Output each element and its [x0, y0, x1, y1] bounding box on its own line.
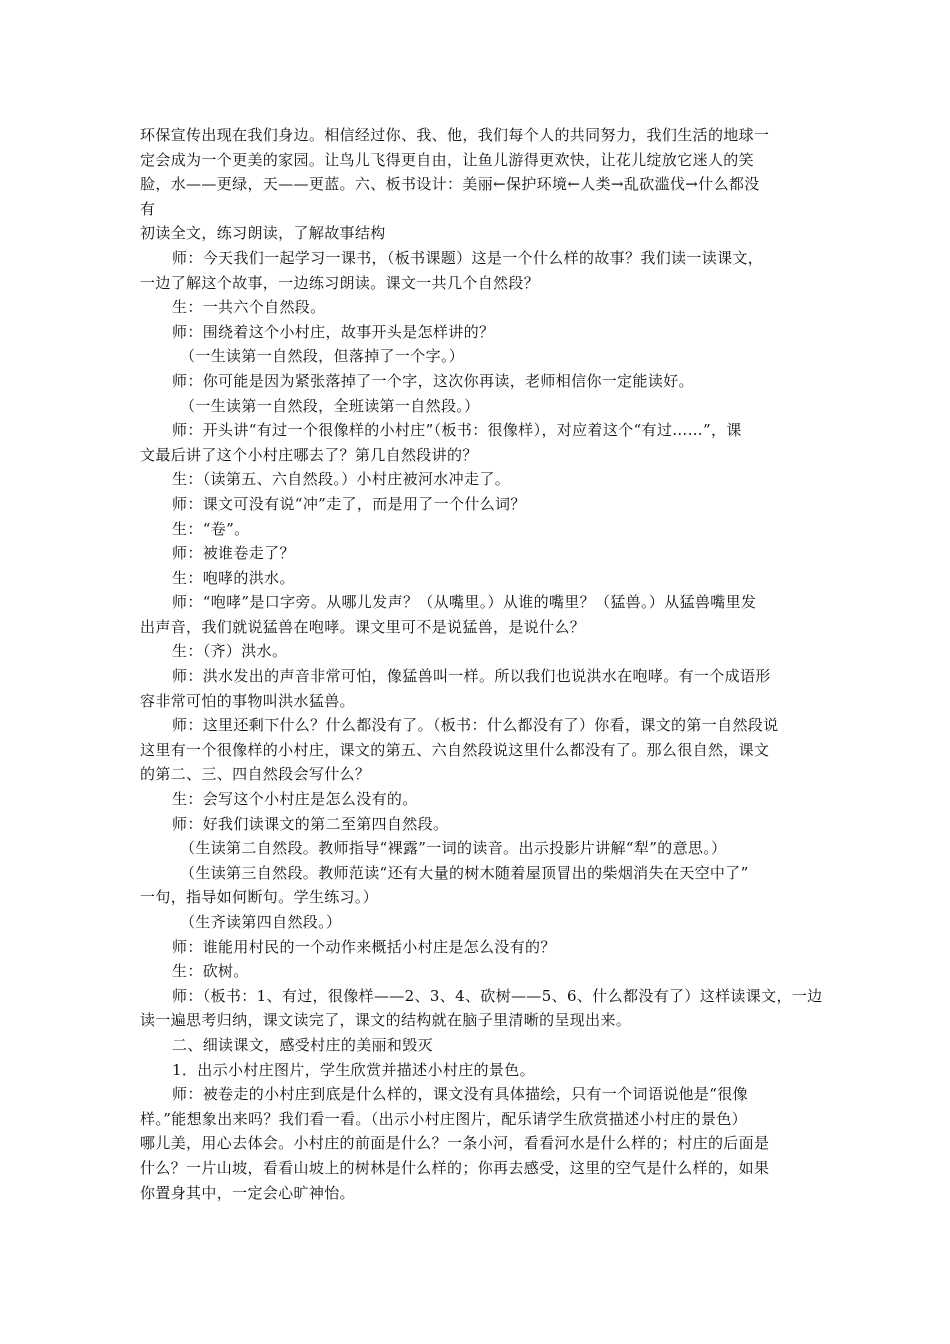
text-line: 师：你可能是因为紧张落掉了一个字，这次你再读，老师相信你一定能读好。 — [172, 371, 694, 390]
text-line: 师：围绕着这个小村庄，故事开头是怎样讲的？ — [172, 322, 495, 341]
text-line: 生：（齐）洪水。 — [172, 642, 288, 661]
text-line: 师：“咆哮”是口字旁。从哪儿发声？（从嘴里。）从谁的嘴里？（猛兽。）从猛兽嘴里发 — [172, 593, 757, 612]
text-line: 文最后讲了这个小村庄哪去了？第几自然段讲的？ — [140, 445, 478, 464]
text-line: 有 — [140, 199, 156, 218]
text-line: 师：洪水发出的声音非常可怕，像猛兽叫一样。所以我们也说洪水在咆哮。有一个成语形 — [172, 667, 771, 686]
text-line: 这里有一个很像样的小村庄，课文的第五、六自然段说这里什么都没有了。那么很自然，课文 — [140, 740, 770, 759]
text-line: 一边了解这个故事，一边练习朗读。课文一共几个自然段？ — [140, 273, 540, 292]
text-line: 师：被谁卷走了？ — [172, 544, 295, 563]
text-line: 师：（板书：1、有过，很像样——2、3、4、砍树——5、6、什么都没有了）这样读课文，一边 — [172, 986, 823, 1005]
text-line: 的第二、三、四自然段会写什么？ — [140, 765, 371, 784]
text-line: 二、细读课文，感受村庄的美丽和毁灭 — [172, 1035, 433, 1054]
text-line: 师：好我们读课文的第二至第四自然段。 — [172, 814, 449, 833]
text-line: （一生读第一自然段，全班读第一自然段。） — [180, 396, 480, 415]
text-line: 生：“卷”。 — [172, 519, 250, 538]
text-line: 生：会写这个小村庄是怎么没有的。 — [172, 790, 418, 809]
text-line: 一句，指导如何断句。学生练习。） — [140, 888, 379, 907]
text-line: 生：一共六个自然段。 — [172, 298, 326, 317]
text-line: 初读全文，练习朗读，了解故事结构 — [140, 224, 386, 243]
text-line: 师：课文可没有说“冲”走了，而是用了一个什么词？ — [172, 494, 526, 513]
text-line: （生齐读第四自然段。） — [180, 913, 342, 931]
text-line: 师：被卷走的小村庄到底是什么样的，课文没有具体描绘，只有一个词语说他是“很像 — [172, 1085, 748, 1104]
text-line: 师：谁能用村民的一个动作来概括小村庄是怎么没有的？ — [172, 937, 556, 956]
text-line: 师：今天我们一起学习一课书，（板书课题）这是一个什么样的故事？我们读一读课文， — [172, 248, 764, 267]
text-line: 容非常可怕的事物叫洪水猛兽。 — [140, 691, 355, 710]
text-line: 师：这里还剩下什么？什么都没有了。（板书：什么都没有了）你看，课文的第一自然段说 — [172, 716, 779, 735]
text-line: 读一遍思考归纳，课文读完了，课文的结构就在脑子里清晰的呈现出来。 — [140, 1011, 632, 1030]
text-line: （生读第二自然段。教师指导“裸露”一词的读音。出示投影片讲解“犁”的意思。） — [180, 839, 727, 858]
text-line: 你置身其中，一定会心旷神怡。 — [140, 1183, 355, 1202]
text-line: 生：咆哮的洪水。 — [172, 568, 295, 587]
text-line: 脸，水——更绿，天——更蓝。六、板书设计：美丽←保护环境←人类→乱砍滥伐→什么都没 — [140, 175, 760, 194]
text-line: （生读第三自然段。教师范读“还有大量的树木随着屋顶冒出的柴烟消失在天空中了” — [180, 863, 749, 882]
text-line: 出声音，我们就说猛兽在咆哮。课文里可不是说猛兽，是说什么？ — [140, 617, 586, 636]
text-line: 样。”能想象出来吗？我们看一看。（出示小村庄图片，配乐请学生欣赏描述小村庄的景色） — [140, 1109, 748, 1128]
text-line: 什么？一片山坡，看看山坡上的树林是什么样的；你再去感受，这里的空气是什么样的，如果 — [140, 1158, 770, 1177]
document-page — [140, 123, 823, 1205]
text-line: 生：（读第五、六自然段。）小村庄被河水冲走了。 — [172, 470, 511, 489]
text-line: 定会成为一个更美的家园。让鸟儿飞得更自由，让鱼儿游得更欢快，让花儿绽放它迷人的笑 — [140, 150, 755, 169]
text-line: 哪儿美，用心去体会。小村庄的前面是什么？一条小河，看看河水是什么样的；村庄的后面是 — [140, 1134, 770, 1153]
text-line: 1．出示小村庄图片，学生欣赏并描述小村庄的景色。 — [172, 1060, 535, 1079]
text-line: 环保宣传出现在我们身边。相信经过你、我、他，我们每个人的共同努力，我们生活的地球一 — [140, 126, 770, 144]
text-line: 师：开头讲“有过一个很像样的小村庄”（板书：很像样），对应着这个“有过……”，课 — [172, 421, 742, 440]
text-line: 生：砍树。 — [172, 962, 249, 981]
text-line: （一生读第一自然段，但落掉了一个字。） — [180, 347, 465, 366]
